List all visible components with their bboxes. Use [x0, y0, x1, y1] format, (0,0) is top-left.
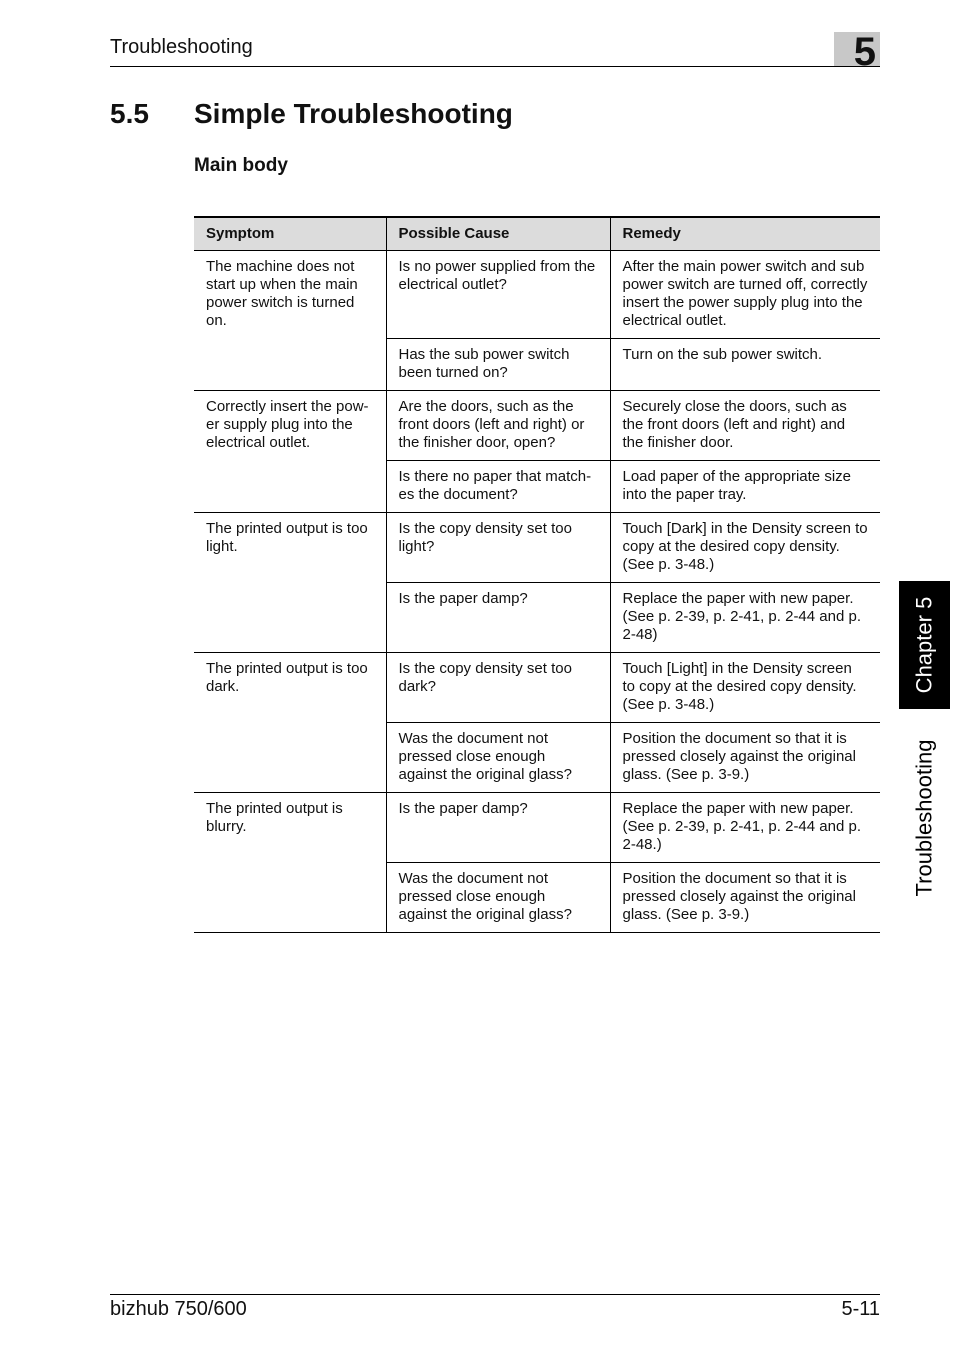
remedy-cell: Touch [Dark] in the Density screen to copy at the desired copy density. (See p. 3-48.)	[610, 513, 880, 583]
symptom-cell: The printed output is too light.	[194, 513, 386, 653]
cause-cell: Are the doors, such as the front doors (left and right) or the finisher door, open?	[386, 391, 610, 461]
cause-cell: Is the paper damp?	[386, 583, 610, 653]
section-title: Simple Troubleshooting	[194, 98, 513, 129]
remedy-cell: Securely close the doors, such as the front doors (left and right) and the finisher door.	[610, 391, 880, 461]
column-header-symptom: Symptom	[194, 217, 386, 251]
cause-cell: Is no power supplied from the electrical outlet?	[386, 251, 610, 339]
chapter-tab-label-wrap	[899, 581, 950, 709]
page-header-title: Troubleshooting	[110, 36, 253, 58]
remedy-cell: After the main power switch and sub power switch are turned off, correctly insert the power supply plug into the electrical outlet.	[610, 251, 880, 339]
footer-model: bizhub 750/600	[110, 1298, 247, 1320]
chapter-number: 5	[853, 30, 876, 74]
cause-cell: Was the document not pressed close enough against the original glass?	[386, 863, 610, 933]
remedy-cell: Position the document so that it is pressed closely against the original glass. (See p. 3-9.)	[610, 863, 880, 933]
footer-rule	[110, 1294, 880, 1295]
section-number: 5.5	[110, 98, 149, 129]
table-row	[194, 793, 880, 863]
remedy-cell: Load paper of the appropriate size into the paper tray.	[610, 461, 880, 513]
footer-page-number: 5-11	[841, 1298, 880, 1320]
cause-cell: Was the document not pressed close enough against the original glass?	[386, 723, 610, 793]
cause-cell: Is there no paper that match-es the document?	[386, 461, 610, 513]
cause-cell: Is the copy density set too light?	[386, 513, 610, 583]
cause-cell: Has the sub power switch been turned on?	[386, 339, 610, 391]
side-section-label-wrap	[899, 718, 950, 918]
header-rule	[110, 66, 880, 67]
symptom-cell: Correctly insert the pow-er supply plug into the electrical outlet.	[194, 391, 386, 513]
subsection-title: Main body	[194, 155, 288, 176]
cause-cell: Is the copy density set too dark?	[386, 653, 610, 723]
symptom-cell: The printed output is too dark.	[194, 653, 386, 793]
column-header-remedy: Remedy	[610, 217, 880, 251]
remedy-cell: Replace the paper with new paper. (See p. 2-39, p. 2-41, p. 2-44 and p. 2-48)	[610, 583, 880, 653]
table-header-row	[194, 217, 880, 251]
symptom-cell: The machine does not start up when the main power switch is turned on.	[194, 251, 386, 391]
side-section-label: Troubleshooting	[911, 739, 937, 897]
cause-cell: Is the paper damp?	[386, 793, 610, 863]
remedy-cell: Position the document so that it is pressed closely against the original glass. (See p. 3-9.)	[610, 723, 880, 793]
chapter-tab-label: Chapter 5	[911, 596, 937, 694]
table-row	[194, 251, 880, 339]
troubleshooting-table	[194, 216, 880, 933]
column-header-possible-cause: Possible Cause	[386, 217, 610, 251]
remedy-cell: Replace the paper with new paper. (See p. 2-39, p. 2-41, p. 2-44 and p. 2-48.)	[610, 793, 880, 863]
chapter-number-box	[834, 30, 880, 74]
symptom-cell: The printed output is blurry.	[194, 793, 386, 933]
remedy-cell: Touch [Light] in the Density screen to copy at the desired copy density. (See p. 3-48.)	[610, 653, 880, 723]
table-row	[194, 391, 880, 461]
remedy-cell: Turn on the sub power switch.	[610, 339, 880, 391]
table-row	[194, 513, 880, 583]
table-row	[194, 653, 880, 723]
